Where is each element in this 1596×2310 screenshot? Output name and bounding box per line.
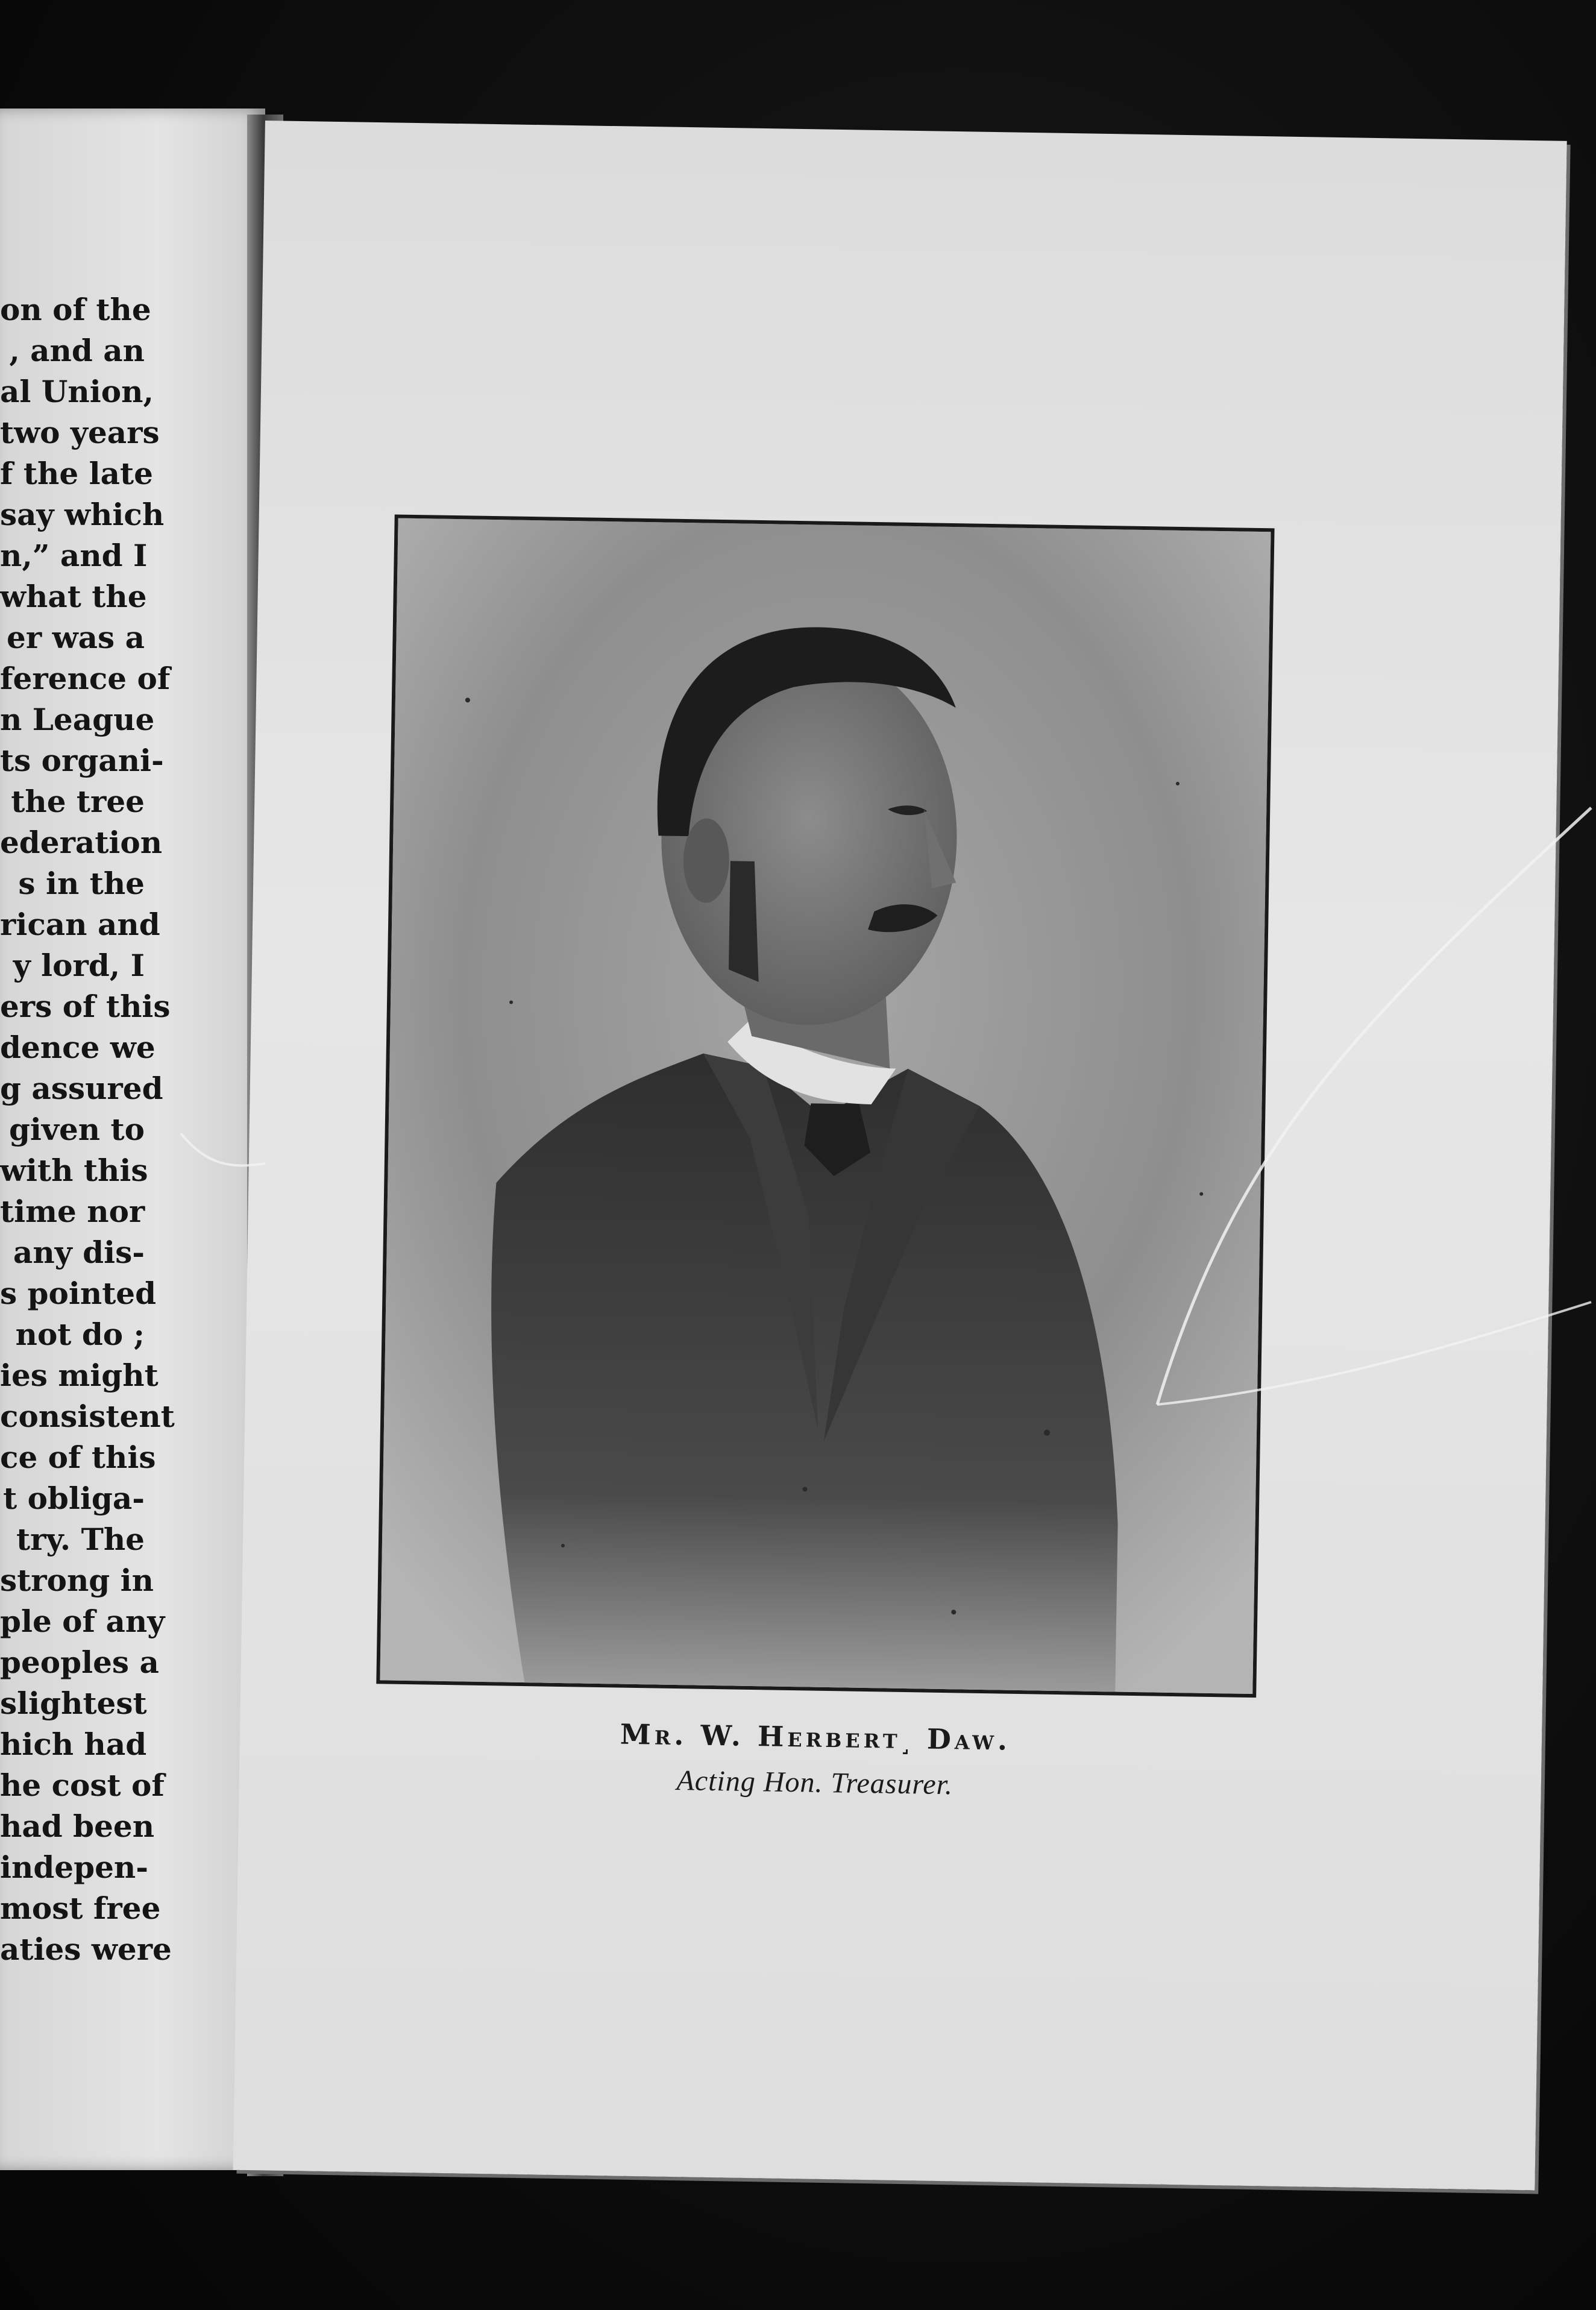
left-page-line: s in the bbox=[18, 866, 145, 901]
right-page bbox=[233, 121, 1567, 2191]
left-page-line: with this bbox=[0, 1153, 148, 1188]
left-page-line: strong in bbox=[0, 1563, 154, 1598]
left-page-line: ederation bbox=[0, 825, 163, 860]
left-page-line: er was a bbox=[7, 620, 145, 655]
left-page-line: on of the bbox=[0, 292, 151, 327]
left-page-line: consistent bbox=[0, 1399, 175, 1434]
left-page-line: any dis- bbox=[13, 1235, 145, 1270]
left-page-text bbox=[0, 289, 175, 1970]
portrait-plate bbox=[376, 514, 1274, 1698]
portrait-caption-name: Mr. W. Herbert˼ Daw. bbox=[620, 1717, 1011, 1757]
left-page-line: aties were bbox=[0, 1931, 172, 1967]
left-page-line: the tree bbox=[11, 784, 145, 819]
left-page-line: f the late bbox=[0, 456, 153, 491]
left-page-line: ts organi- bbox=[0, 743, 164, 778]
left-page-line: given to bbox=[8, 1112, 145, 1147]
left-page-line: n,” and I bbox=[0, 538, 148, 573]
left-page-line: t obliga- bbox=[3, 1481, 145, 1516]
left-page-line: al Union, bbox=[0, 374, 154, 409]
left-page-line: indepen- bbox=[0, 1849, 148, 1885]
left-page-line: s pointed bbox=[0, 1276, 157, 1311]
left-page-line: g assured bbox=[0, 1071, 163, 1106]
left-page-line: peoples a bbox=[0, 1644, 159, 1680]
left-page-line: time nor bbox=[0, 1194, 145, 1229]
left-page-line: he cost of bbox=[0, 1767, 165, 1803]
left-page-line: two years bbox=[0, 415, 160, 450]
left-page-line: had been bbox=[0, 1808, 155, 1844]
left-page-line: what the bbox=[0, 579, 147, 614]
left-page-line: slightest bbox=[0, 1685, 147, 1721]
left-page-line: , and an bbox=[9, 333, 145, 368]
left-page-text-area bbox=[0, 109, 175, 2170]
portrait-caption-role: Acting Hon. Treasurer. bbox=[676, 1764, 954, 1801]
left-page-line: say which bbox=[0, 497, 165, 532]
portrait-photograph-icon bbox=[380, 518, 1271, 1695]
left-page-line: not do ; bbox=[15, 1317, 145, 1352]
left-page-line: ple of any bbox=[0, 1603, 165, 1639]
left-page-line: try. The bbox=[16, 1522, 145, 1557]
left-page-line: ies might bbox=[0, 1358, 159, 1393]
left-page-line: ce of this bbox=[0, 1440, 156, 1475]
left-page-line: ers of this bbox=[0, 989, 171, 1024]
left-page-line: ference of bbox=[0, 661, 171, 696]
left-page-line: hich had bbox=[0, 1726, 147, 1762]
left-page-line: n League bbox=[0, 702, 155, 737]
left-page-line: rican and bbox=[0, 907, 160, 942]
left-page-line: dence we bbox=[0, 1030, 156, 1065]
left-page-line: most free bbox=[0, 1890, 161, 1926]
left-page-line: y lord, I bbox=[13, 948, 145, 983]
